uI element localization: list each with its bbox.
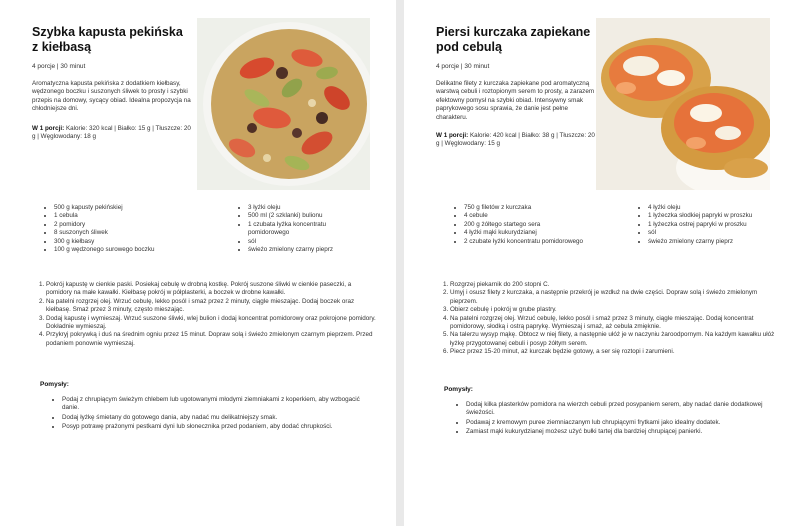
ingredient: • 100 g wędzonego surowego boczku <box>54 246 204 254</box>
step: 3. Dodaj kapustę i wymieszaj. Wrzuć suszone śliwki, wlej bulion i dodaj koncentrat pomidorowy oraz pokrojone pomidory. Dokładnie wymieszaj. <box>46 315 376 332</box>
step: 6. Piecz przez 15-20 minut, aż kurczak będzie gotowy, a ser się roztopi i zarumieni. <box>450 348 785 356</box>
ingredient: • 4 łyżki oleju <box>648 204 778 212</box>
ingredient: • 1 czubata łyżka koncentratu pomidorowego <box>248 221 368 238</box>
ingredient: • 750 g filetów z kurczaka <box>464 204 614 212</box>
ingredient: • świeżo zmielony czarny pieprz <box>248 246 368 254</box>
nutrition-label: W 1 porcji: <box>436 132 469 139</box>
recipe-description: Aromatyczna kapusta pekińska z dodatkiem kiełbasy, wędzonego boczku i suszonych śliwek to prosty i szybki przepis na domowy, sycący obiad. Idealna propozycja na chłodniejsze dni. <box>32 80 191 113</box>
cabbage-dish-photo <box>197 18 370 190</box>
ingredient: • 500 g kapusty pekińskiej <box>54 204 204 212</box>
tips-heading: Pomysły: <box>444 386 473 393</box>
ingredients-list-2 <box>634 204 778 246</box>
step: 1. Pokrój kapustę w cienkie paski. Posiekaj cebulę w drobną kostkę. Pokrój suszone śliwki w cienkie paseczki, a pomidory na małe kawałki. Kiełbasę pokrój w półplasterki, a boczek w drobne kawałki. <box>46 281 376 298</box>
recipe-page-chicken <box>404 0 800 526</box>
ingredient: • świeżo zmielony czarny pieprz <box>648 238 778 246</box>
ingredients-list-1 <box>40 204 204 254</box>
ingredient: • 300 g kiełbasy <box>54 238 204 246</box>
recipe-title: Piersi kurczaka zapiekane pod cebulą <box>436 25 591 54</box>
recipe-meta: 4 porcje | 30 minut <box>436 63 490 70</box>
tip: • Podawaj z kremowym puree ziemniaczanym lub chrupiącymi frytkami jako idealny dodatek. <box>466 419 766 427</box>
nutrition-info <box>32 125 195 142</box>
step: 2. Umyj i osusz filety z kurczaka, a następnie przekrój je wzdłuż na dwie części. Dopraw solą i świeżo zmielonym pieprzem. <box>450 289 785 306</box>
ingredient: • 3 łyżki oleju <box>248 204 368 212</box>
steps-list <box>436 281 785 357</box>
ingredient: • 4 cebule <box>464 212 614 220</box>
ingredient: • 8 suszonych śliwek <box>54 229 204 237</box>
ingredient: • sól <box>248 238 368 246</box>
step: 5. Na talerzu wysyp mąkę. Obtocz w niej filety, a następnie ułóż je w naczyniu żaroodpornym. Na każdym kawałku ułóż łyżkę przygotowanej cebuli i posyp żółtym serem. <box>450 331 785 348</box>
nutrition-info <box>436 132 599 149</box>
step: 1. Rozgrzej piekarnik do 200 stopni C. <box>450 281 785 289</box>
step: 4. Na patelni rozgrzej olej. Wrzuć cebulę, lekko posól i smaż przez 3 minuty, ciągle mieszając. Dodaj koncentrat pomidorowy, słodką i ostrą paprykę. Wymieszaj i smaż, aż cebula zmięknie. <box>450 315 785 332</box>
ingredient: • 1 łyżeczka ostrej papryki w proszku <box>648 221 778 229</box>
ingredient: • 200 g żółtego startego sera <box>464 221 614 229</box>
nutrition-values: Kalorie: 420 kcal | Białko: 38 g | Tłuszcze: 20 g | Węglowodany: 15 g <box>436 132 595 148</box>
step: 4. Przykryj pokrywką i duś na średnim ogniu przez 15 minut. Dopraw solą i świeżo zmielonym czarnym pieprzem. Przed podaniem ponownie wymieszaj. <box>46 331 376 348</box>
tips-list <box>454 401 766 438</box>
step: 2. Na patelni rozgrzej olej. Wrzuć cebulę, lekko posól i smaż przez 2 minuty, ciągle mieszając. Dodaj boczek oraz kiełbasę. Smaż przez 3 minuty, często mieszając. <box>46 298 376 315</box>
tip: • Podaj z chrupiącym świeżym chlebem lub ugotowanymi młodymi ziemniakami z koperkiem, aby wzbogacić danie. <box>62 396 362 413</box>
ingredients-list-1 <box>450 204 614 246</box>
tip: • Dodaj łyżkę śmietany do gotowego dania, aby nadać mu delikatniejszy smak. <box>62 414 362 422</box>
tips-heading: Pomysły: <box>40 381 69 388</box>
recipe-meta: 4 porcje | 30 minut <box>32 63 86 70</box>
ingredients-list-2 <box>234 204 368 254</box>
recipe-title: Szybka kapusta pekińska z kiełbasą <box>32 25 183 54</box>
ingredient: • 1 łyżeczka słodkiej papryki w proszku <box>648 212 778 220</box>
chicken-dish-photo <box>596 18 770 190</box>
tips-list <box>50 396 362 433</box>
ingredient: • 500 ml (2 szklanki) bulionu <box>248 212 368 220</box>
nutrition-values: Kalorie: 320 kcal | Białko: 15 g | Tłuszcze: 20 g | Węglowodany: 18 g <box>32 125 191 141</box>
tip: • Dodaj kilka plasterków pomidora na wierzch cebuli przed posypaniem serem, aby nadać danie dodatkowej świeżości. <box>466 401 766 418</box>
ingredient: • 2 pomidory <box>54 221 204 229</box>
ingredient: • 1 cebula <box>54 212 204 220</box>
ingredient: • sól <box>648 229 778 237</box>
ingredient: • 4 łyżki mąki kukurydzianej <box>464 229 614 237</box>
ingredient: • 2 czubate łyżki koncentratu pomidorowego <box>464 238 614 246</box>
step: 3. Obierz cebulę i pokrój w grube plastry. <box>450 306 785 314</box>
steps-list <box>32 281 376 348</box>
recipe-description: Delikatne filety z kurczaka zapiekane pod aromatyczną warstwą cebuli i roztopionym serem to prosty, a zarazem efektowny pomysł na szybki obiad. Intensywny smak paprykowego sosu sprawia, że danie jest pełne charakteru. <box>436 80 595 121</box>
tip: • Posyp potrawę prażonymi pestkami dyni lub słonecznika przed podaniem, aby dodać chrupkości. <box>62 423 362 431</box>
recipe-page-cabbage <box>0 0 396 526</box>
tip: • Zamiast mąki kukurydzianej możesz użyć bułki tartej dla bardziej chrupiącej panierki. <box>466 428 766 436</box>
nutrition-label: W 1 porcji: <box>32 125 65 132</box>
